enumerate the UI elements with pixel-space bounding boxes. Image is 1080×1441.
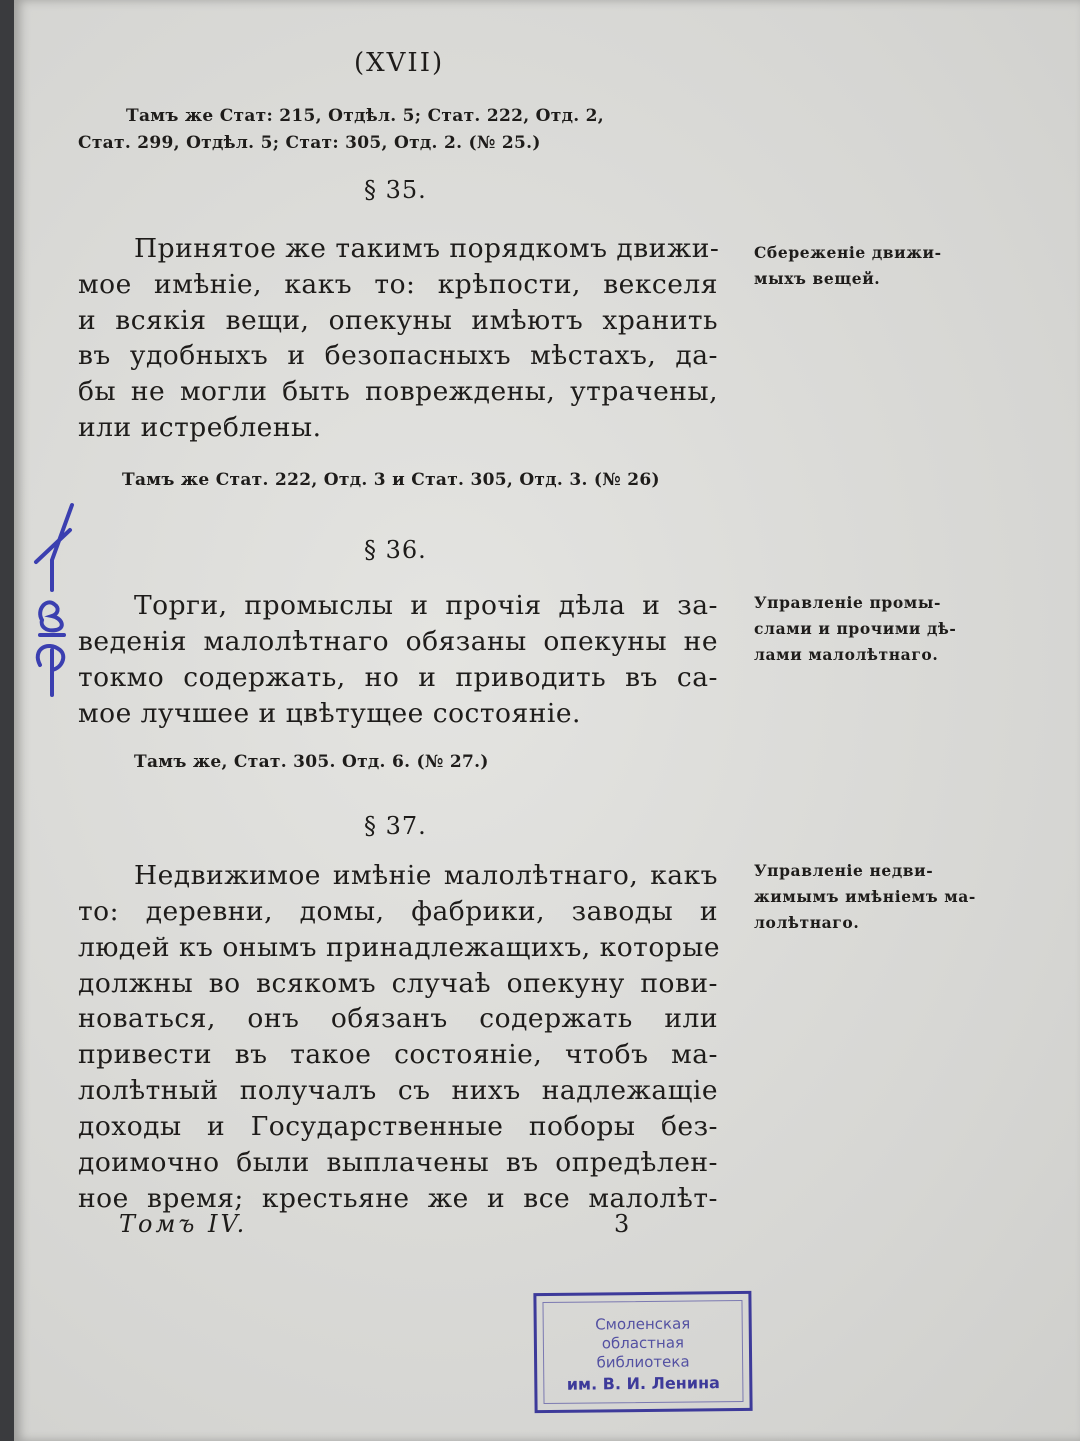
reference-line: Тамъ же, Стат. 305. Отд. 6. (№ 27.): [134, 752, 489, 772]
text-line: веденія малолѣтнаго обязаны опекуны не: [78, 626, 718, 657]
text-line: доимочно были выплачены въ опредѣлен-: [78, 1147, 718, 1178]
text-line: мое имѣніе, какъ то: крѣпости, векселя: [78, 269, 718, 300]
margin-note-37: Управленіе недви- жимымъ имѣніемъ ма- лолѣтнаго.: [754, 861, 976, 932]
text-line: лолѣтный получалъ съ нихъ надлежащіе: [78, 1075, 718, 1106]
text-line: и всякія вещи, опекуны имѣютъ хранить: [78, 305, 718, 336]
section-heading-36: § 36.: [364, 536, 427, 564]
text-line: то: деревни, домы, фабрики, заводы и: [78, 896, 718, 927]
handwritten-shelfmark: [22, 500, 82, 700]
margin-note-36: Управленіе промы- слами и прочими дѣ- лами малолѣтнаго.: [754, 593, 957, 664]
book-page: [14, 0, 1080, 1441]
page-header: (XVII): [354, 48, 445, 78]
reference-line: Тамъ же Стат. 222, Отд. 3 и Стат. 305, Отд. 3. (№ 26): [122, 470, 660, 490]
text-line: привести въ такое состояніе, чтобъ ма-: [78, 1039, 718, 1070]
text-line: людей къ онымъ принадлежащихъ, которые: [78, 932, 721, 963]
reference-line: Тамъ же Стат: 215, Отдѣл. 5; Стат. 222, Отд. 2,: [126, 106, 605, 126]
text-line: бы не могли быть повреждены, утрачены,: [78, 376, 718, 407]
text-line: въ удобныхъ и безопасныхъ мѣстахъ, да-: [78, 340, 718, 371]
text-line: Недвижимое имѣніе малолѣтнаго, какъ: [134, 860, 718, 891]
section-heading-37: § 37.: [364, 812, 427, 840]
text-line: токмо содержать, но и приводить въ са-: [78, 662, 718, 693]
text-line: должны во всякомъ случаѣ опекуну пови-: [78, 968, 718, 999]
reference-line: Стат. 299, Отдѣл. 5; Стат: 305, Отд. 2. (№ 25.): [78, 133, 541, 153]
text-line: мое лучшее и цвѣтущее состояніе.: [78, 698, 581, 729]
volume-label: Томъ IV.: [119, 1210, 248, 1238]
text-line: или истреблены.: [78, 412, 322, 443]
section-heading-35: § 35.: [364, 176, 427, 204]
text-line: доходы и Государственные поборы без-: [78, 1111, 718, 1142]
text-line: Принятое же такимъ порядкомъ движи-: [134, 233, 720, 264]
text-line: ное время; крестьяне же и все малолѣт-: [78, 1183, 718, 1214]
library-stamp: Смоленская областная библиотека им. В. И. Ленина: [533, 1291, 752, 1413]
text-line: новаться, онъ обязанъ содержать или: [78, 1003, 718, 1034]
signature-mark: 3: [614, 1210, 630, 1238]
text-line: Торги, промыслы и прочія дѣла и за-: [134, 590, 718, 621]
margin-note-35: Сбереженіе движи- мыхъ вещей.: [754, 243, 942, 288]
